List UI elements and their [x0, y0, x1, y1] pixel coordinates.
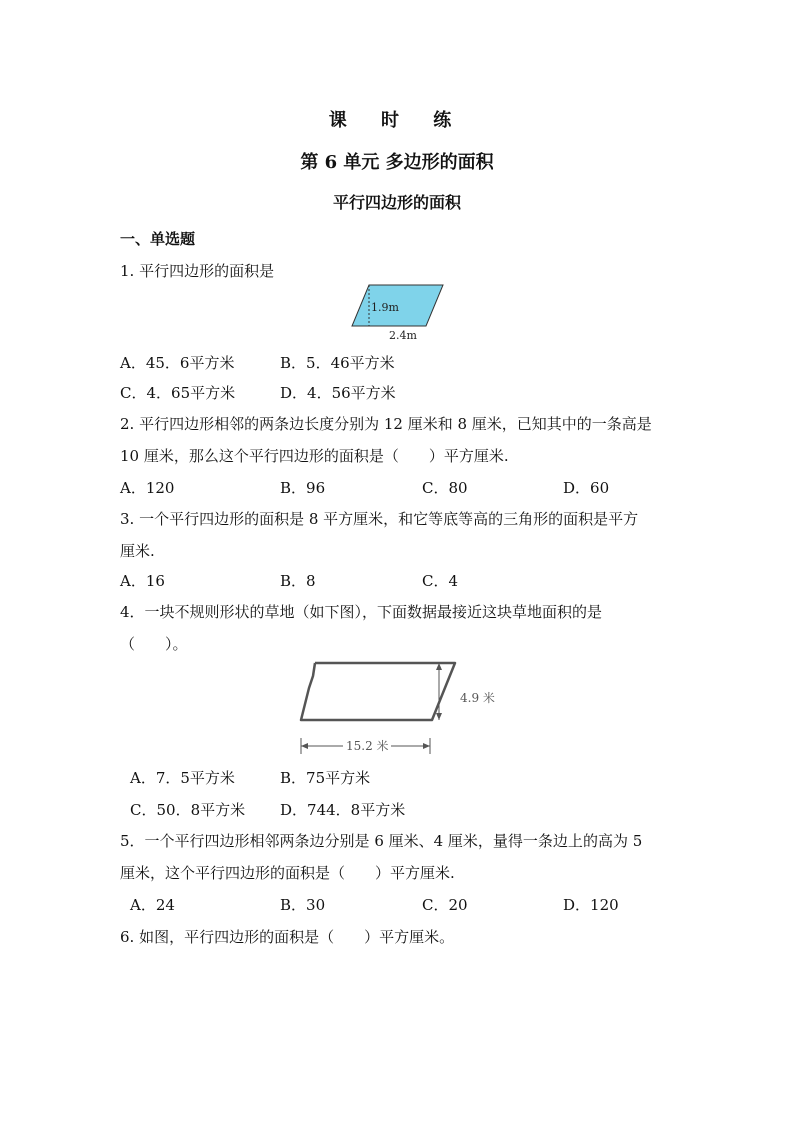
question-4-line-2: （ ）。 — [120, 635, 188, 653]
q1-option-a[interactable]: A．45．6平方米 — [120, 354, 235, 372]
q2-option-b[interactable]: B．96 — [280, 479, 326, 497]
unit-title: 第 6 单元 多边形的面积 — [300, 152, 494, 173]
question-1-parallelogram-figure — [350, 284, 445, 344]
question-5-line-2: 厘米，这个平行四边形的面积是（ ）平方厘米. — [120, 864, 455, 882]
q4-option-c[interactable]: C．50．8平方米 — [130, 801, 246, 819]
q3-option-b[interactable]: B．8 — [280, 572, 316, 590]
q3-option-c[interactable]: C．4 — [422, 572, 459, 590]
question-2-line-2: 10 厘米，那么这个平行四边形的面积是（ ）平方厘米. — [120, 447, 509, 465]
height-label: 4.9 米 — [460, 691, 495, 705]
base-arrow-right-icon — [423, 743, 430, 749]
worksheet-title: 课 时 练 — [328, 110, 466, 131]
question-4-grass-figure — [295, 658, 505, 758]
q2-option-a[interactable]: A．120 — [120, 479, 175, 497]
question-6-text: 6. 如图，平行四边形的面积是（ ）平方厘米。 — [120, 928, 455, 946]
q4-option-a[interactable]: A．7．5平方米 — [130, 769, 235, 787]
base-label: 2.4m — [389, 329, 417, 342]
q5-option-c[interactable]: C．20 — [422, 896, 468, 914]
q1-option-d[interactable]: D．4．56平方米 — [280, 384, 396, 402]
height-label: 1.9m — [371, 301, 399, 314]
q5-option-b[interactable]: B．30 — [280, 896, 326, 914]
section-heading: 一、单选题 — [120, 230, 196, 248]
q4-option-d[interactable]: D．744．8平方米 — [280, 801, 406, 819]
q1-option-b[interactable]: B．5．46平方米 — [280, 354, 395, 372]
height-arrow-down-icon — [436, 713, 442, 720]
q2-option-c[interactable]: C．80 — [422, 479, 468, 497]
q5-option-d[interactable]: D．120 — [563, 896, 619, 914]
q3-option-a[interactable]: A．16 — [120, 572, 165, 590]
question-4-line-1: 4．一块不规则形状的草地（如下图），下面数据最接近这块草地面积的是 — [120, 603, 603, 621]
q1-option-c[interactable]: C．4．65平方米 — [120, 384, 236, 402]
question-5-line-1: 5．一个平行四边形相邻两条边分别是 6 厘米、4 厘米，量得一条边上的高为 5 — [120, 832, 643, 850]
question-1-text: 1. 平行四边形的面积是 — [120, 262, 275, 280]
base-arrow-left-icon — [301, 743, 308, 749]
irregular-parallelogram-shape — [301, 663, 455, 720]
q4-option-b[interactable]: B．75平方米 — [280, 769, 371, 787]
q5-option-a[interactable]: A．24 — [130, 896, 175, 914]
question-3-line-1: 3. 一个平行四边形的面积是 8 平方厘米，和它等底等高的三角形的面积是平方 — [120, 510, 639, 528]
lesson-title: 平行四边形的面积 — [332, 193, 461, 212]
base-label: 15.2 米 — [346, 739, 389, 753]
question-3-line-2: 厘米. — [120, 542, 155, 560]
question-2-line-1: 2. 平行四边形相邻的两条边长度分别为 12 厘米和 8 厘米，已知其中的一条高是 — [120, 415, 652, 433]
q2-option-d[interactable]: D．60 — [563, 479, 610, 497]
